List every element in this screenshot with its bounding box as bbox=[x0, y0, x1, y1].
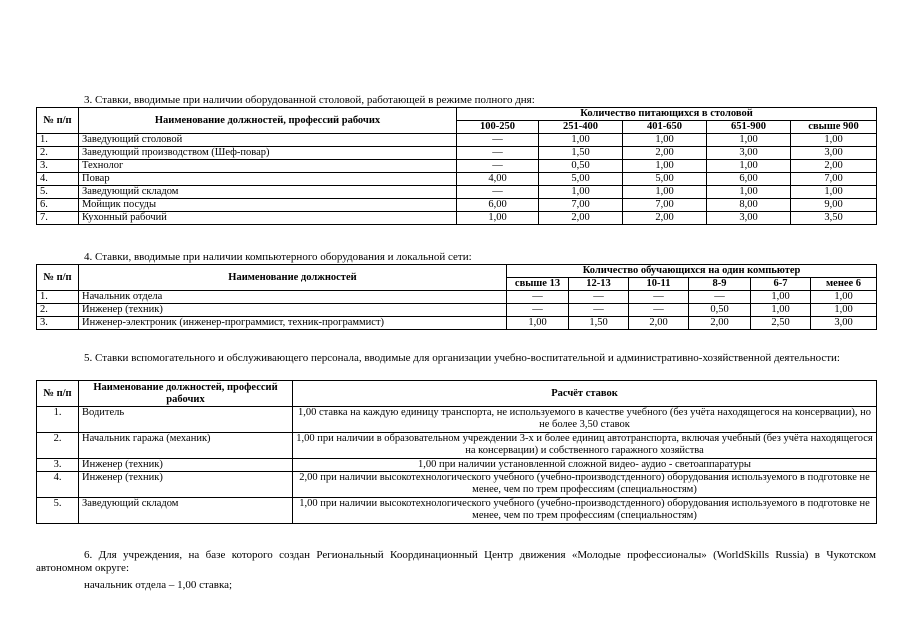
rate-cell: 9,00 bbox=[791, 199, 877, 212]
col-header: 251-400 bbox=[539, 121, 623, 134]
col-header: 651-900 bbox=[707, 121, 791, 134]
position-name: Водитель bbox=[79, 407, 293, 433]
col-header-name: Наименование должностей, профессий рабочих bbox=[79, 108, 457, 134]
rate-cell: 1,00 bbox=[751, 304, 811, 317]
rate-cell: — bbox=[629, 304, 689, 317]
position-name: Инженер (техник) bbox=[79, 472, 293, 498]
row-number: 4. bbox=[37, 472, 79, 498]
row-number: 4. bbox=[37, 173, 79, 186]
col-header-num: № п/п bbox=[37, 108, 79, 134]
section6-line: начальник отдела – 1,00 ставка; bbox=[84, 579, 233, 591]
section6-text: 6. Для учреждения, на базе которого создан Региональный Координационный Центр движения «Молодые профессионалы» (WorldSkills Russia) в Чукотском автономном округе: bbox=[36, 549, 876, 574]
rate-cell: 2,00 bbox=[791, 160, 877, 173]
table-row bbox=[37, 317, 877, 330]
col-header-num: № п/п bbox=[37, 381, 79, 407]
position-name: Повар bbox=[79, 173, 457, 186]
rate-cell: 1,00 bbox=[457, 212, 539, 225]
rate-cell: 1,50 bbox=[539, 147, 623, 160]
rate-cell: 2,00 bbox=[623, 147, 707, 160]
rate-cell: 7,00 bbox=[623, 199, 707, 212]
position-name: Заведующий складом bbox=[79, 498, 293, 524]
rate-cell: 7,00 bbox=[791, 173, 877, 186]
col-header-name: Наименование должностей bbox=[79, 265, 507, 291]
row-number: 5. bbox=[37, 498, 79, 524]
rate-cell: 1,50 bbox=[569, 317, 629, 330]
col-header: 12-13 bbox=[569, 278, 629, 291]
rate-cell: 1,00 bbox=[507, 317, 569, 330]
rate-cell: — bbox=[569, 291, 629, 304]
rate-cell: 1,00 bbox=[623, 134, 707, 147]
row-number: 1. bbox=[37, 407, 79, 433]
rate-calculation: 1,00 при наличии высокотехнологического учебного (учебно-производстденного) оборудования используемого в подготовке не менее, чем по трем профессиям (специальностям) bbox=[293, 498, 877, 524]
section5-title: 5. Ставки вспомогательного и обслуживающего персонала, вводимые для организации учебно-воспитательной и административно-хозяйственной деятельности: bbox=[84, 352, 840, 364]
col-header-group: Количество обучающихся на один компьютер bbox=[507, 265, 877, 278]
rate-cell: 6,00 bbox=[457, 199, 539, 212]
table-row bbox=[37, 433, 877, 459]
col-header: свыше 900 bbox=[791, 121, 877, 134]
rate-cell: 1,00 bbox=[811, 304, 877, 317]
table-row bbox=[37, 199, 877, 212]
rate-cell: 0,50 bbox=[539, 160, 623, 173]
rate-cell: 1,00 bbox=[539, 186, 623, 199]
rate-cell: 3,00 bbox=[707, 212, 791, 225]
position-name: Заведующий столовой bbox=[79, 134, 457, 147]
row-number: 2. bbox=[37, 147, 79, 160]
table-row bbox=[37, 291, 877, 304]
rate-calculation: 2,00 при наличии высокотехнологического учебного (учебно-производстденного) оборудования используемого в подготовке не менее, чем по трем профессиям (специальностям) bbox=[293, 472, 877, 498]
col-header: менее 6 bbox=[811, 278, 877, 291]
section3-table bbox=[36, 107, 877, 225]
table-row bbox=[37, 134, 877, 147]
section4-table-wrap bbox=[36, 264, 876, 330]
rate-cell: 1,00 bbox=[707, 160, 791, 173]
row-number: 3. bbox=[37, 317, 79, 330]
rate-cell: — bbox=[689, 291, 751, 304]
rate-cell: 0,50 bbox=[689, 304, 751, 317]
rate-cell: 8,00 bbox=[707, 199, 791, 212]
rate-cell: — bbox=[457, 147, 539, 160]
rate-cell: 5,00 bbox=[623, 173, 707, 186]
col-header: 6-7 bbox=[751, 278, 811, 291]
row-number: 2. bbox=[37, 433, 79, 459]
position-name: Инженер (техник) bbox=[79, 459, 293, 472]
row-number: 3. bbox=[37, 459, 79, 472]
col-header: 401-650 bbox=[623, 121, 707, 134]
section5-table bbox=[36, 380, 877, 524]
rate-cell: 1,00 bbox=[791, 186, 877, 199]
position-name: Технолог bbox=[79, 160, 457, 173]
rate-cell: — bbox=[457, 160, 539, 173]
rate-cell: 4,00 bbox=[457, 173, 539, 186]
table-row bbox=[37, 304, 877, 317]
table-row bbox=[37, 498, 877, 524]
position-name: Начальник гаража (механик) bbox=[79, 433, 293, 459]
rate-cell: 1,00 bbox=[623, 160, 707, 173]
rate-cell: 2,00 bbox=[629, 317, 689, 330]
table-row bbox=[37, 173, 877, 186]
table-row bbox=[37, 160, 877, 173]
row-number: 3. bbox=[37, 160, 79, 173]
section5-table-wrap bbox=[36, 380, 876, 524]
rate-cell: — bbox=[629, 291, 689, 304]
rate-cell: 3,00 bbox=[707, 147, 791, 160]
rate-cell: 1,00 bbox=[539, 134, 623, 147]
rate-cell: 1,00 bbox=[751, 291, 811, 304]
rate-cell: 5,00 bbox=[539, 173, 623, 186]
position-name: Заведующий производством (Шеф-повар) bbox=[79, 147, 457, 160]
row-number: 5. bbox=[37, 186, 79, 199]
rate-cell: 2,00 bbox=[689, 317, 751, 330]
table-row bbox=[37, 147, 877, 160]
rate-cell: 7,00 bbox=[539, 199, 623, 212]
col-header: 8-9 bbox=[689, 278, 751, 291]
row-number: 1. bbox=[37, 134, 79, 147]
rate-cell: 1,00 bbox=[623, 186, 707, 199]
position-name: Начальник отдела bbox=[79, 291, 507, 304]
rate-cell: 3,00 bbox=[811, 317, 877, 330]
col-header: 10-11 bbox=[629, 278, 689, 291]
table-row bbox=[37, 212, 877, 225]
position-name: Кухонный рабочий bbox=[79, 212, 457, 225]
col-header-num: № п/п bbox=[37, 265, 79, 291]
rate-calculation: 1,00 при наличии установленной сложной видео- аудио - светоаппаратуры bbox=[293, 459, 877, 472]
rate-calculation: 1,00 ставка на каждую единицу транспорта, не используемого в качестве учебного (без учёта находящегося на консервации), но не более 3,50 ставок bbox=[293, 407, 877, 433]
position-name: Инженер-электроник (инженер-программист, техник-программист) bbox=[79, 317, 507, 330]
rate-cell: — bbox=[507, 304, 569, 317]
position-name: Мойщик посуды bbox=[79, 199, 457, 212]
position-name: Заведующий складом bbox=[79, 186, 457, 199]
rate-cell: 2,00 bbox=[623, 212, 707, 225]
row-number: 2. bbox=[37, 304, 79, 317]
rate-cell: 1,00 bbox=[791, 134, 877, 147]
table-row bbox=[37, 472, 877, 498]
section3-table-wrap bbox=[36, 107, 876, 225]
rate-cell: 1,00 bbox=[811, 291, 877, 304]
row-number: 1. bbox=[37, 291, 79, 304]
rate-cell: 6,00 bbox=[707, 173, 791, 186]
rate-cell: — bbox=[507, 291, 569, 304]
section4-table bbox=[36, 264, 877, 330]
section3-title: 3. Ставки, вводимые при наличии оборудованной столовой, работающей в режиме полного дня: bbox=[84, 94, 535, 106]
rate-cell: — bbox=[457, 186, 539, 199]
rate-cell: — bbox=[457, 134, 539, 147]
rate-cell: — bbox=[569, 304, 629, 317]
rate-cell: 3,00 bbox=[791, 147, 877, 160]
col-header-name: Наименование должностей, профессий рабочих bbox=[79, 381, 293, 407]
table-row bbox=[37, 407, 877, 433]
rate-calculation: 1,00 при наличии в образовательном учреждении 3-х и более единиц автотранспорта, включая учебный (без учёта находящегося на консервации) и собственного гаражного хозяйства bbox=[293, 433, 877, 459]
rate-cell: 1,00 bbox=[707, 186, 791, 199]
rate-cell: 2,50 bbox=[751, 317, 811, 330]
position-name: Инженер (техник) bbox=[79, 304, 507, 317]
table-row bbox=[37, 459, 877, 472]
table-row bbox=[37, 186, 877, 199]
col-header: 100-250 bbox=[457, 121, 539, 134]
section4-title: 4. Ставки, вводимые при наличии компьютерного оборудования и локальной сети: bbox=[84, 251, 472, 263]
rate-cell: 3,50 bbox=[791, 212, 877, 225]
col-header: свыше 13 bbox=[507, 278, 569, 291]
col-header-group: Количество питающихся в столовой bbox=[457, 108, 877, 121]
row-number: 6. bbox=[37, 199, 79, 212]
rate-cell: 2,00 bbox=[539, 212, 623, 225]
col-header-calc: Расчёт ставок bbox=[293, 381, 877, 407]
rate-cell: 1,00 bbox=[707, 134, 791, 147]
row-number: 7. bbox=[37, 212, 79, 225]
